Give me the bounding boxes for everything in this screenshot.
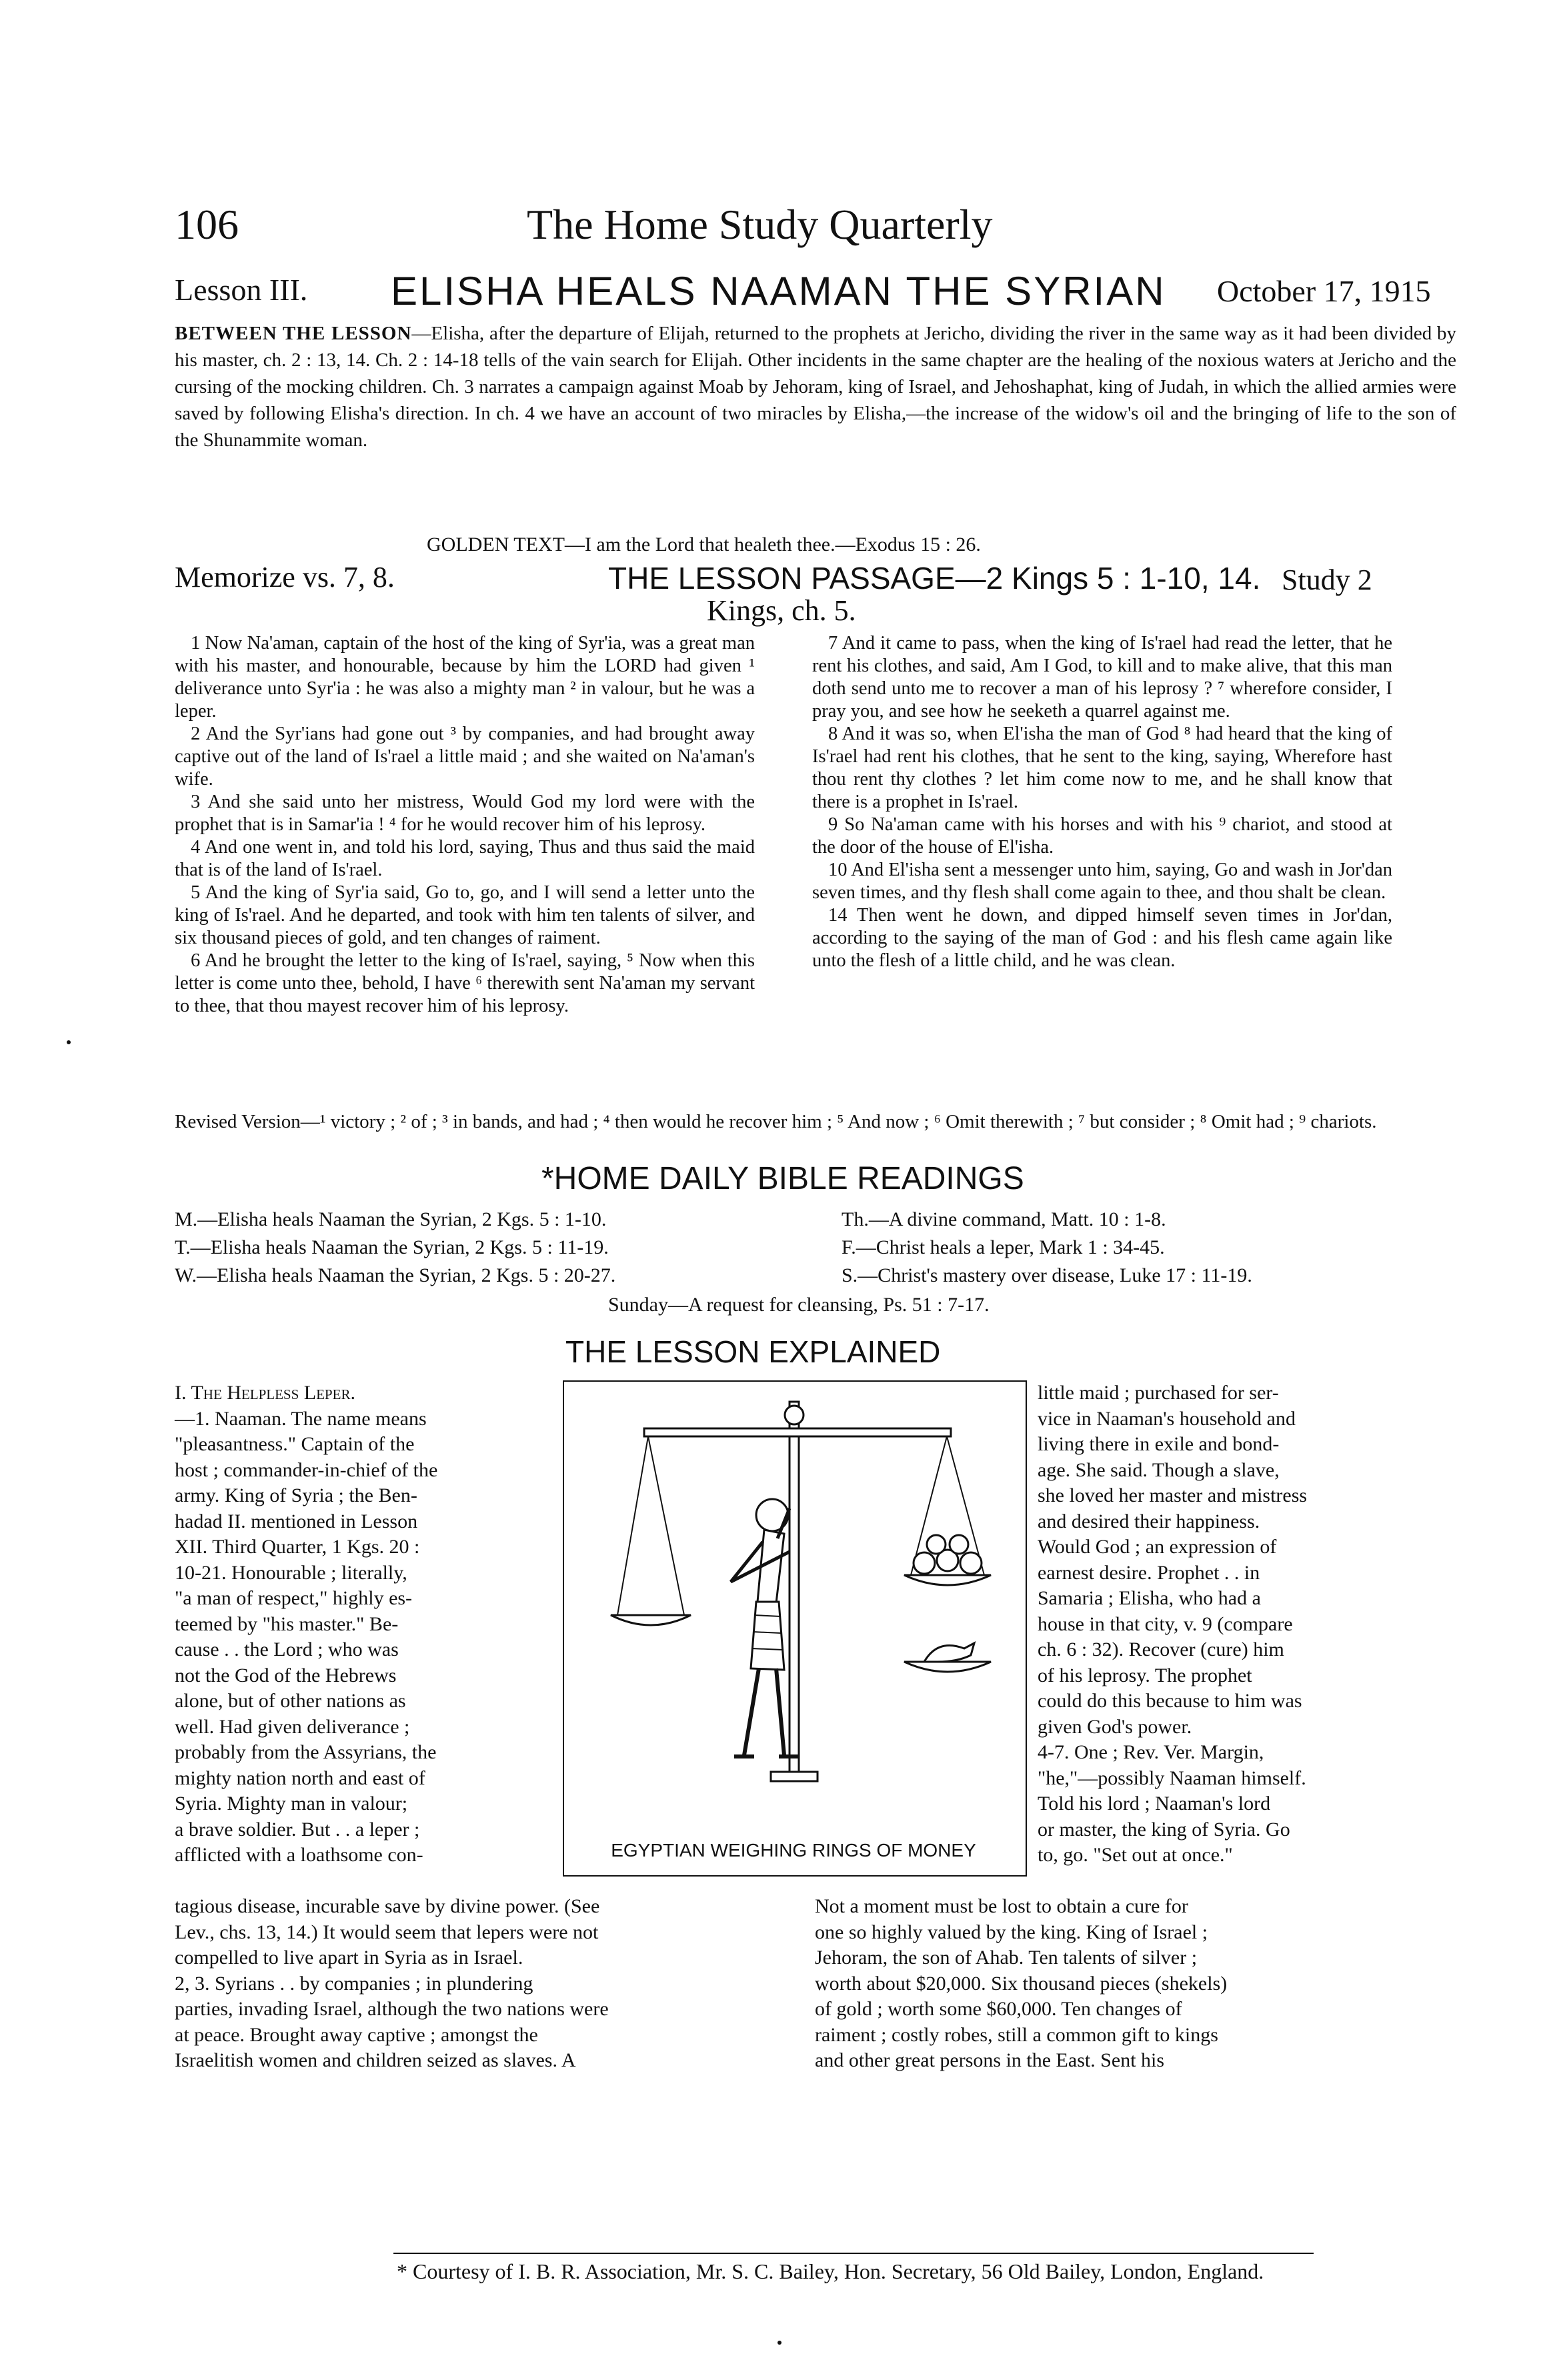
text-line: could do this because to him was bbox=[1038, 1690, 1302, 1712]
between-text: —Elisha, after the departure of Elijah, returned to the prophets at Jericho, dividing the river in the same way as it had been divided by his master, ch. 2 : 13, 14. Ch. 2 : 14-18 tells of the vain search for Elijah. Other incidents in the same chapter are the healing of the noxious waters at Jericho and the cursing of the mocking children. Ch. 3 narrates a campaign against Moab by Jehoram, king of Israel, and Jehoshaphat, king of Judah, in which the allied armies were saved by following Elisha's direction. In ch. 4 we have an account of two miracles by Elisha,—the increase of the widow's oil and the bringing of life to the son of the Shunammite woman. bbox=[175, 323, 1456, 451]
between-lessons-paragraph bbox=[175, 320, 1456, 453]
text-line: cause . . the Lord ; who was bbox=[175, 1638, 399, 1660]
text-line: teemed by "his master." Be- bbox=[175, 1612, 399, 1635]
text-line: living there in exile and bond- bbox=[1038, 1433, 1280, 1455]
stray-dot bbox=[67, 1040, 71, 1044]
text-line: given God's power. bbox=[1038, 1715, 1192, 1738]
daily-reading: F.—Christ heals a leper, Mark 1 : 34-45. bbox=[842, 1236, 1165, 1258]
text-line: earnest desire. Prophet . . in bbox=[1038, 1561, 1260, 1584]
text-line: mighty nation north and east of bbox=[175, 1766, 425, 1789]
daily-reading: S.—Christ's mastery over disease, Luke 17 : 11-19. bbox=[842, 1264, 1252, 1286]
lesson-explained-heading: THE LESSON EXPLAINED bbox=[565, 1334, 941, 1369]
verse: 9 So Na'aman came with his horses and with his ⁹ chariot, and stood at the door of the house of El'isha. bbox=[812, 814, 1392, 858]
daily-reading-sunday: Sunday—A request for cleansing, Ps. 51 : 7-17. bbox=[608, 1294, 990, 1316]
text-line: host ; commander-in-chief of the bbox=[175, 1458, 438, 1481]
text-line: probably from the Assyrians, the bbox=[175, 1741, 437, 1763]
text-line: and desired their happiness. bbox=[1038, 1510, 1260, 1532]
lesson-title: ELISHA HEALS NAAMAN THE SYRIAN bbox=[391, 269, 1166, 313]
lesson-number: Lesson III. bbox=[175, 273, 308, 307]
memorize-verses: Memorize vs. 7, 8. bbox=[175, 561, 395, 593]
page-number: 106 bbox=[175, 201, 239, 248]
text-line: and other great persons in the East. Sent his bbox=[815, 2049, 1165, 2071]
text-line: parties, invading Israel, although the two nations were bbox=[175, 1998, 609, 2020]
verse: 4 And one went in, and told his lord, saying, Thus and thus said the maid that is of the land of Is'rael. bbox=[175, 837, 755, 880]
lesson-date: October 17, 1915 bbox=[1217, 274, 1431, 308]
text-line: house in that city, v. 9 (compare bbox=[1038, 1612, 1293, 1635]
running-title: The Home Study Quarterly bbox=[527, 201, 993, 248]
text-line: army. King of Syria ; the Ben- bbox=[175, 1484, 417, 1506]
study-reference: Kings, ch. 5. bbox=[707, 594, 856, 627]
verse: 5 And the king of Syr'ia said, Go to, go, and I will send a letter unto the king of Is'rael. And he departed, and took with him ten talents of silver, and six thousand pieces of gold, and ten changes of raiment. bbox=[175, 882, 755, 948]
verse: 8 And it was so, when El'isha the man of God ⁸ had heard that the king of Is'rael had rent his clothes, that he sent to the king, saying, Wherefore hast thou rent thy clothes ? let him come now to me, and he shall know that there is a prophet in Is'rael. bbox=[812, 724, 1392, 812]
text-line: 2, 3. Syrians . . by companies ; in plundering bbox=[175, 1972, 533, 1995]
section-title: I. The Helpless Leper. bbox=[175, 1382, 355, 1404]
text-line: she loved her master and mistress bbox=[1038, 1484, 1308, 1506]
text-line: ch. 6 : 32). Recover (cure) him bbox=[1038, 1638, 1284, 1660]
verse: 6 And he brought the letter to the king of Is'rael, saying, ⁵ Now when this letter is come unto thee, behold, I have ⁶ therewith sent Na'aman my servant to thee, that thou mayest recover him of his leprosy. bbox=[175, 950, 755, 1016]
text-line: of gold ; worth some $60,000. Ten changes of bbox=[815, 1998, 1182, 2020]
text-line: "a man of respect," highly es- bbox=[175, 1587, 413, 1609]
text-line: to, go. "Set out at once." bbox=[1038, 1844, 1233, 1866]
text-line: Told his lord ; Naaman's lord bbox=[1038, 1793, 1271, 1815]
golden-text: GOLDEN TEXT—I am the Lord that healeth thee.—Exodus 15 : 26. bbox=[427, 533, 981, 555]
daily-reading: Th.—A divine command, Matt. 10 : 1-8. bbox=[842, 1208, 1166, 1230]
text-line: 4-7. One ; Rev. Ver. Margin, bbox=[1038, 1741, 1264, 1763]
explained-left-column bbox=[175, 1380, 548, 1869]
stray-dot bbox=[778, 2341, 782, 2345]
verse: 14 Then went he down, and dipped himself seven times in Jor'dan, according to the saying of the man of God : and his flesh came again like unto the flesh of a little child, and he was clean. bbox=[812, 905, 1392, 971]
verse: 3 And she said unto her mistress, Would God my lord were with the prophet that is in Samar'ia ! ⁴ for he would recover him of his leprosy. bbox=[175, 792, 755, 835]
text-line: compelled to live apart in Syria as in Israel. bbox=[175, 1947, 523, 1969]
explained-left-bottom bbox=[175, 1894, 788, 2074]
text-line: tagious disease, incurable save by divine power. (See bbox=[175, 1895, 600, 1917]
text-line: one so highly valued by the king. King of Israel ; bbox=[815, 1921, 1208, 1943]
between-label: BETWEEN THE LESSON bbox=[175, 323, 412, 344]
text-line: "he,"—possibly Naaman himself. bbox=[1038, 1766, 1306, 1789]
explained-right-bottom bbox=[815, 1894, 1442, 2074]
revised-version-notes: Revised Version—¹ victory ; ² of ; ³ in bands, and had ; ⁴ then would he recover him ; ⁵ And now ; ⁶ Omit therewith ; ⁷ but consider ; ⁸ Omit had ; ⁹ chariots. bbox=[175, 1111, 1377, 1132]
footnote: * Courtesy of I. B. R. Association, Mr. S. C. Bailey, Hon. Secretary, 56 Old Bailey, London, England. bbox=[397, 2259, 1264, 2283]
text-line: well. Had given deliverance ; bbox=[175, 1715, 410, 1738]
text-line: worth about $20,000. Six thousand pieces (shekels) bbox=[815, 1972, 1228, 1995]
text-line: a brave soldier. But . . a leper ; bbox=[175, 1818, 420, 1841]
text-line: Not a moment must be lost to obtain a cure for bbox=[815, 1895, 1188, 1917]
verse: 1 Now Na'aman, captain of the host of the king of Syr'ia, was a great man with his master, and honourable, because by him the LORD had given ¹ deliverance unto Syr'ia : he was also a mighty man ² in valour, but he was a leper. bbox=[175, 633, 755, 722]
verse: 10 And El'isha sent a messenger unto him, saying, Go and wash in Jor'dan seven times, and thy flesh shall come again to thee, and thou shalt be clean. bbox=[812, 860, 1392, 903]
text-line: XII. Third Quarter, 1 Kgs. 20 : bbox=[175, 1536, 420, 1558]
text-line: alone, but of other nations as bbox=[175, 1690, 406, 1712]
study-label: Study 2 bbox=[1282, 563, 1372, 596]
text-line: —1. Naaman. The name means bbox=[175, 1407, 427, 1430]
text-line: or master, the king of Syria. Go bbox=[1038, 1818, 1290, 1841]
text-line: Samaria ; Elisha, who had a bbox=[1038, 1587, 1261, 1609]
text-line: Jehoram, the son of Ahab. Ten talents of silver ; bbox=[815, 1947, 1198, 1969]
verse: 2 And the Syr'ians had gone out ³ by companies, and had brought away captive out of the land of Is'rael a little maid ; and she waited on Na'aman's wife. bbox=[175, 724, 755, 790]
daily-readings-heading: *HOME DAILY BIBLE READINGS bbox=[541, 1161, 1024, 1196]
text-line: Syria. Mighty man in valour; bbox=[175, 1793, 408, 1815]
daily-reading: M.—Elisha heals Naaman the Syrian, 2 Kgs. 5 : 1-10. bbox=[175, 1208, 607, 1230]
scripture-left-column bbox=[175, 632, 755, 1018]
text-line: "pleasantness." Captain of the bbox=[175, 1433, 415, 1455]
text-line: not the God of the Hebrews bbox=[175, 1664, 397, 1686]
text-line: Lev., chs. 13, 14.) It would seem that lepers were not bbox=[175, 1921, 599, 1943]
footnote-rule bbox=[393, 2253, 1314, 2254]
text-line: vice in Naaman's household and bbox=[1038, 1407, 1296, 1430]
text-line: at peace. Brought away captive ; amongst the bbox=[175, 2023, 538, 2046]
text-line: raiment ; costly robes, still a common gift to kings bbox=[815, 2023, 1218, 2046]
text-line: little maid ; purchased for ser- bbox=[1038, 1382, 1279, 1404]
text-line: Would God ; an expression of bbox=[1038, 1536, 1277, 1558]
daily-reading: T.—Elisha heals Naaman the Syrian, 2 Kgs. 5 : 11-19. bbox=[175, 1236, 609, 1258]
text-line: age. She said. Though a slave, bbox=[1038, 1458, 1280, 1481]
scripture-right-column bbox=[812, 632, 1392, 972]
weighing-scale-illustration bbox=[564, 1382, 1026, 1809]
verse: 7 And it came to pass, when the king of Is'rael had read the letter, that he rent his clothes, and said, Am I God, to kill and to make alive, that this man doth send unto me to recover a man of his leprosy ? ⁷ wherefore consider, I pray you, and see how he seeketh a quarrel against me. bbox=[812, 633, 1392, 722]
text-line: hadad II. mentioned in Lesson bbox=[175, 1510, 418, 1532]
illustration-frame bbox=[563, 1380, 1027, 1877]
lesson-passage-heading: THE LESSON PASSAGE—2 Kings 5 : 1-10, 14. bbox=[608, 561, 1261, 596]
text-line: afflicted with a loathsome con- bbox=[175, 1844, 423, 1866]
explained-right-column bbox=[1038, 1380, 1438, 1869]
illustration-caption: EGYPTIAN WEIGHING RINGS OF MONEY bbox=[611, 1840, 976, 1861]
text-line: of his leprosy. The prophet bbox=[1038, 1664, 1252, 1686]
text-line: 10-21. Honourable ; literally, bbox=[175, 1561, 407, 1584]
daily-reading: W.—Elisha heals Naaman the Syrian, 2 Kgs. 5 : 20-27. bbox=[175, 1264, 616, 1286]
text-line: Israelitish women and children seized as slaves. A bbox=[175, 2049, 576, 2071]
